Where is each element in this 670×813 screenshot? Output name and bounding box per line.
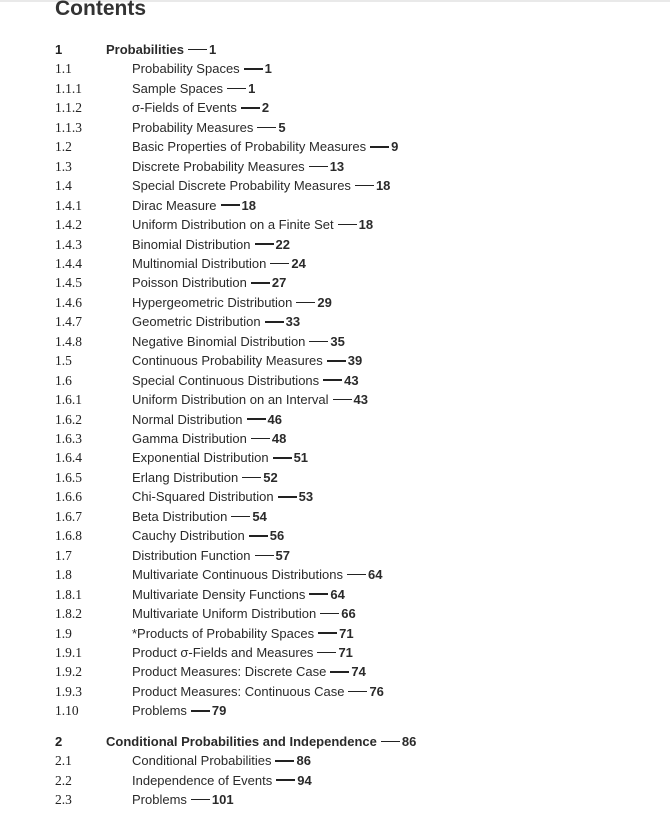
toc-entry[interactable] — [132, 526, 284, 545]
toc-entry[interactable] — [132, 487, 313, 506]
leader-dash — [333, 399, 352, 401]
leader-dash — [318, 632, 337, 634]
leader-dash — [355, 185, 374, 187]
toc-row[interactable] — [0, 507, 670, 526]
toc-row[interactable] — [0, 410, 670, 429]
toc-entry[interactable] — [132, 448, 308, 467]
toc-entry[interactable] — [132, 293, 332, 312]
leader-dash — [249, 535, 268, 537]
toc-row[interactable] — [0, 429, 670, 448]
toc-row[interactable] — [0, 526, 670, 545]
leader-dash — [370, 146, 389, 148]
toc-entry[interactable] — [132, 196, 256, 215]
toc-row[interactable] — [0, 448, 670, 467]
toc-row[interactable] — [0, 565, 670, 584]
toc-page-number: 101 — [211, 792, 234, 808]
toc-entry[interactable] — [132, 701, 226, 720]
leader-dash — [347, 574, 366, 576]
toc-page-number: 1 — [264, 61, 272, 77]
toc-title: Dirac Measure — [132, 197, 217, 213]
toc-number: 1.6.1 — [55, 392, 82, 408]
leader-dash — [381, 741, 400, 743]
toc-page-number: 66 — [341, 606, 356, 622]
toc-title: Discrete Probability Measures — [132, 158, 305, 174]
toc-title: Conditional Probabilities — [132, 753, 272, 769]
toc-number: 1.4.3 — [55, 236, 82, 252]
toc-title: Multinomial Distribution — [132, 255, 267, 271]
toc-entry[interactable] — [132, 507, 267, 526]
toc-page-number: 24 — [291, 255, 306, 271]
toc-row[interactable] — [0, 118, 670, 137]
toc-title: Multivariate Continuous Distributions — [132, 567, 343, 583]
toc-page-number: 39 — [347, 353, 363, 369]
toc-entry[interactable] — [132, 118, 286, 137]
toc-number: 1.4.4 — [55, 255, 82, 271]
toc-title: Probabilities — [106, 42, 185, 57]
toc-entry[interactable] — [132, 468, 278, 487]
toc-number: 1.6.8 — [55, 528, 82, 544]
toc-page-number: 35 — [330, 333, 345, 349]
toc-title: Gamma Distribution — [132, 431, 247, 446]
toc-title: Probability Measures — [132, 119, 254, 135]
toc-page-number: 79 — [211, 703, 227, 719]
leader-dash — [317, 652, 336, 654]
toc-page-number: 64 — [367, 567, 383, 583]
toc-title: Special Discrete Probability Measures — [132, 178, 351, 194]
toc-chapter-row[interactable] — [0, 40, 670, 59]
toc-title: Chi-Squared Distribution — [132, 489, 274, 505]
leader-dash — [273, 457, 292, 459]
toc-row[interactable] — [0, 332, 670, 351]
toc-entry[interactable] — [132, 273, 286, 292]
toc-number: 1.9.1 — [55, 644, 82, 660]
leader-dash — [323, 379, 342, 381]
page-title: Contents — [55, 0, 146, 20]
toc-row[interactable] — [0, 176, 670, 195]
toc-entry[interactable] — [132, 79, 255, 98]
toc-page-number: 13 — [329, 158, 345, 174]
toc-row[interactable] — [0, 662, 670, 681]
leader-dash — [348, 691, 367, 693]
toc-title: Special Continuous Distributions — [132, 372, 320, 388]
toc-number: 1.6.6 — [55, 489, 82, 505]
toc-title: Normal Distribution — [132, 411, 243, 427]
leader-dash — [231, 516, 250, 518]
toc-page-number: 56 — [269, 528, 285, 544]
toc-title: Distribution Function — [132, 547, 251, 563]
toc-title: Negative Binomial Distribution — [132, 333, 306, 349]
toc-page-number: 22 — [275, 236, 290, 252]
toc-entry[interactable] — [132, 157, 344, 176]
toc-entry[interactable] — [132, 371, 359, 390]
toc-row[interactable] — [0, 196, 670, 215]
toc-page-number: 1 — [209, 42, 217, 57]
toc-entry[interactable] — [132, 312, 300, 331]
toc-title: *Products of Probability Spaces — [132, 625, 315, 641]
toc-number: 1.3 — [55, 158, 72, 174]
toc-row[interactable] — [0, 59, 670, 78]
toc-number: 1.4.1 — [55, 197, 82, 213]
leader-dash — [257, 127, 276, 129]
leader-dash — [309, 593, 328, 595]
toc-row[interactable] — [0, 235, 670, 254]
toc-title: Exponential Distribution — [132, 450, 269, 466]
toc-page-number: 43 — [344, 372, 359, 388]
toc-entry[interactable] — [106, 732, 416, 751]
toc-number: 2.3 — [55, 792, 72, 808]
toc-page-number: 51 — [293, 450, 309, 466]
toc-entry[interactable] — [132, 332, 345, 351]
toc-page-number: 74 — [351, 664, 366, 680]
leader-dash — [278, 496, 297, 498]
toc-page-number: 57 — [275, 547, 290, 563]
leader-dash — [255, 243, 274, 245]
toc-title: Cauchy Distribution — [132, 528, 245, 544]
toc-number: 1.4.2 — [55, 217, 82, 233]
toc-title: Binomial Distribution — [132, 236, 251, 252]
toc-title: Probability Spaces — [132, 61, 240, 77]
toc-page-number: 94 — [297, 772, 312, 788]
toc-page-number: 46 — [267, 411, 283, 427]
leader-dash — [275, 760, 294, 762]
toc-row[interactable] — [0, 312, 670, 331]
toc-number: 1.1.2 — [55, 100, 82, 116]
toc-page-number: 2 — [261, 100, 270, 116]
leader-dash — [270, 263, 289, 265]
toc-number: 2.2 — [55, 772, 72, 788]
toc-number: 1.6.7 — [55, 508, 82, 524]
toc-page-number: 5 — [278, 119, 286, 135]
toc-title: Problems — [132, 792, 187, 808]
toc-title: Basic Properties of Probability Measures — [132, 139, 367, 155]
toc-page-number: 71 — [339, 625, 354, 641]
toc-title: Problems — [132, 703, 187, 719]
toc-row[interactable] — [0, 585, 670, 604]
toc-row[interactable] — [0, 371, 670, 390]
leader-dash — [191, 799, 210, 801]
leader-dash — [188, 49, 207, 51]
toc-number: 1.6.5 — [55, 469, 82, 485]
toc-page-number: 33 — [285, 314, 301, 330]
toc-page-number: 9 — [391, 139, 399, 155]
toc-page-number: 54 — [252, 508, 267, 524]
toc-title: Product σ-Fields and Measures — [132, 644, 314, 660]
leader-dash — [221, 204, 240, 206]
toc-number: 1.6 — [55, 372, 72, 388]
toc-number: 1.1.1 — [55, 80, 82, 96]
toc-page-number: 86 — [401, 733, 417, 749]
toc-entry[interactable] — [132, 624, 354, 643]
toc-number: 1.2 — [55, 139, 72, 155]
toc-entry[interactable] — [106, 40, 216, 59]
toc-page-number: 43 — [353, 392, 368, 408]
toc-entry[interactable] — [132, 604, 356, 623]
toc-number: 1.7 — [55, 547, 72, 563]
toc-title: Beta Distribution — [132, 508, 228, 524]
leader-dash — [241, 107, 260, 109]
toc-page-number: 18 — [358, 217, 374, 233]
toc-page-number: 86 — [296, 753, 311, 769]
leader-dash — [330, 671, 349, 673]
toc-row[interactable] — [0, 293, 670, 312]
toc-entry[interactable] — [132, 682, 384, 701]
toc-entry[interactable] — [132, 235, 290, 254]
toc-row[interactable] — [0, 751, 670, 770]
toc-title: Sample Spaces — [132, 80, 224, 96]
toc-page-number: 76 — [369, 683, 384, 699]
toc-row[interactable] — [0, 624, 670, 643]
leader-dash — [244, 68, 263, 70]
leader-dash — [276, 779, 295, 781]
toc-number: 1.5 — [55, 353, 72, 369]
toc-number: 1.4.7 — [55, 314, 82, 330]
toc-title: σ-Fields of Events — [132, 100, 237, 116]
toc-entry[interactable] — [132, 790, 234, 809]
toc-entry[interactable] — [132, 771, 312, 790]
toc-page-number: 29 — [317, 294, 332, 310]
toc-title: Multivariate Density Functions — [132, 586, 306, 602]
toc-page-number: 53 — [298, 489, 314, 505]
toc-row[interactable] — [0, 215, 670, 234]
leader-dash — [320, 613, 339, 615]
toc-row[interactable] — [0, 682, 670, 701]
toc-number: 1.8.2 — [55, 606, 82, 622]
leader-dash — [265, 321, 284, 323]
toc-number: 1.9 — [55, 625, 72, 641]
toc-entry[interactable] — [132, 751, 311, 770]
toc-number: 1.1 — [55, 61, 72, 77]
toc-row[interactable] — [0, 98, 670, 117]
toc-entry[interactable] — [132, 137, 398, 156]
toc-title: Multivariate Uniform Distribution — [132, 606, 317, 622]
toc-entry[interactable] — [132, 565, 382, 584]
toc-title: Poisson Distribution — [132, 275, 247, 291]
toc-number: 1.4 — [55, 178, 72, 194]
leader-dash — [296, 302, 315, 304]
leader-dash — [191, 710, 210, 712]
toc-title: Independence of Events — [132, 772, 273, 788]
leader-dash — [242, 477, 261, 479]
toc-title: Erlang Distribution — [132, 469, 239, 485]
toc-title: Uniform Distribution on an Interval — [132, 392, 329, 408]
toc-title: Conditional Probabilities and Independence — [106, 733, 377, 749]
toc-number: 1.9.3 — [55, 683, 82, 699]
toc-page-number: 27 — [271, 275, 287, 291]
toc-entry[interactable] — [132, 429, 286, 448]
toc-number: 1.8.1 — [55, 586, 82, 602]
toc-row[interactable] — [0, 790, 670, 809]
toc-entry[interactable] — [132, 546, 290, 565]
toc-entry[interactable] — [132, 410, 282, 429]
toc-title: Hypergeometric Distribution — [132, 294, 293, 310]
toc-number: 1.1.3 — [55, 119, 82, 135]
toc-title: Geometric Distribution — [132, 314, 261, 330]
toc-number: 1.8 — [55, 567, 72, 583]
toc-row[interactable] — [0, 157, 670, 176]
toc-entry[interactable] — [132, 351, 362, 370]
toc-page-number: 18 — [241, 197, 256, 213]
toc-entry[interactable] — [132, 254, 306, 273]
leader-dash — [227, 88, 246, 90]
toc-entry[interactable] — [132, 585, 345, 604]
leader-dash — [251, 282, 270, 284]
toc-title: Uniform Distribution on a Finite Set — [132, 217, 334, 233]
toc-page-number: 71 — [338, 644, 353, 660]
toc-number: 1.6.3 — [55, 431, 82, 446]
leader-dash — [309, 166, 328, 168]
toc-row[interactable] — [0, 79, 670, 98]
toc-number: 1.9.2 — [55, 664, 82, 680]
toc-entry[interactable] — [132, 215, 373, 234]
toc-page-number: 48 — [271, 431, 287, 446]
toc-number: 1 — [55, 42, 63, 57]
toc-number: 1.6.2 — [55, 411, 82, 427]
toc-chapter-row[interactable] — [0, 732, 670, 751]
toc-title: Continuous Probability Measures — [132, 353, 323, 369]
toc-page-number: 64 — [330, 586, 345, 602]
toc-entry[interactable] — [132, 643, 353, 662]
leader-dash — [309, 341, 328, 343]
toc-entry[interactable] — [132, 662, 366, 681]
toc-entry[interactable] — [132, 390, 368, 409]
toc-number: 1.6.4 — [55, 450, 82, 466]
toc-row[interactable] — [0, 254, 670, 273]
toc-entry[interactable] — [132, 98, 269, 117]
toc-row[interactable] — [0, 546, 670, 565]
toc-row[interactable] — [0, 390, 670, 409]
leader-dash — [255, 555, 274, 557]
toc-row[interactable] — [0, 468, 670, 487]
toc-number: 2 — [55, 733, 63, 749]
leader-dash — [247, 418, 266, 420]
toc-number: 1.4.6 — [55, 294, 82, 310]
toc-row[interactable] — [0, 351, 670, 370]
toc-page-number: 18 — [375, 178, 391, 194]
toc-row[interactable] — [0, 604, 670, 623]
toc-title: Product Measures: Continuous Case — [132, 683, 345, 699]
toc-number: 1.10 — [55, 703, 79, 719]
toc-row[interactable] — [0, 137, 670, 156]
toc-row[interactable] — [0, 487, 670, 506]
toc-entry[interactable] — [132, 59, 272, 78]
toc-row[interactable] — [0, 771, 670, 790]
leader-dash — [251, 438, 270, 440]
toc-entry[interactable] — [132, 176, 390, 195]
toc-row[interactable] — [0, 643, 670, 662]
toc-number: 1.4.5 — [55, 275, 82, 291]
toc-title: Product Measures: Discrete Case — [132, 664, 327, 680]
toc-number: 2.1 — [55, 753, 72, 769]
leader-dash — [327, 360, 346, 362]
leader-dash — [338, 224, 357, 226]
toc-row[interactable] — [0, 273, 670, 292]
toc-row[interactable] — [0, 701, 670, 720]
toc-number: 1.4.8 — [55, 333, 82, 349]
toc-page-number: 52 — [263, 469, 278, 485]
toc-page-number: 1 — [248, 80, 256, 96]
